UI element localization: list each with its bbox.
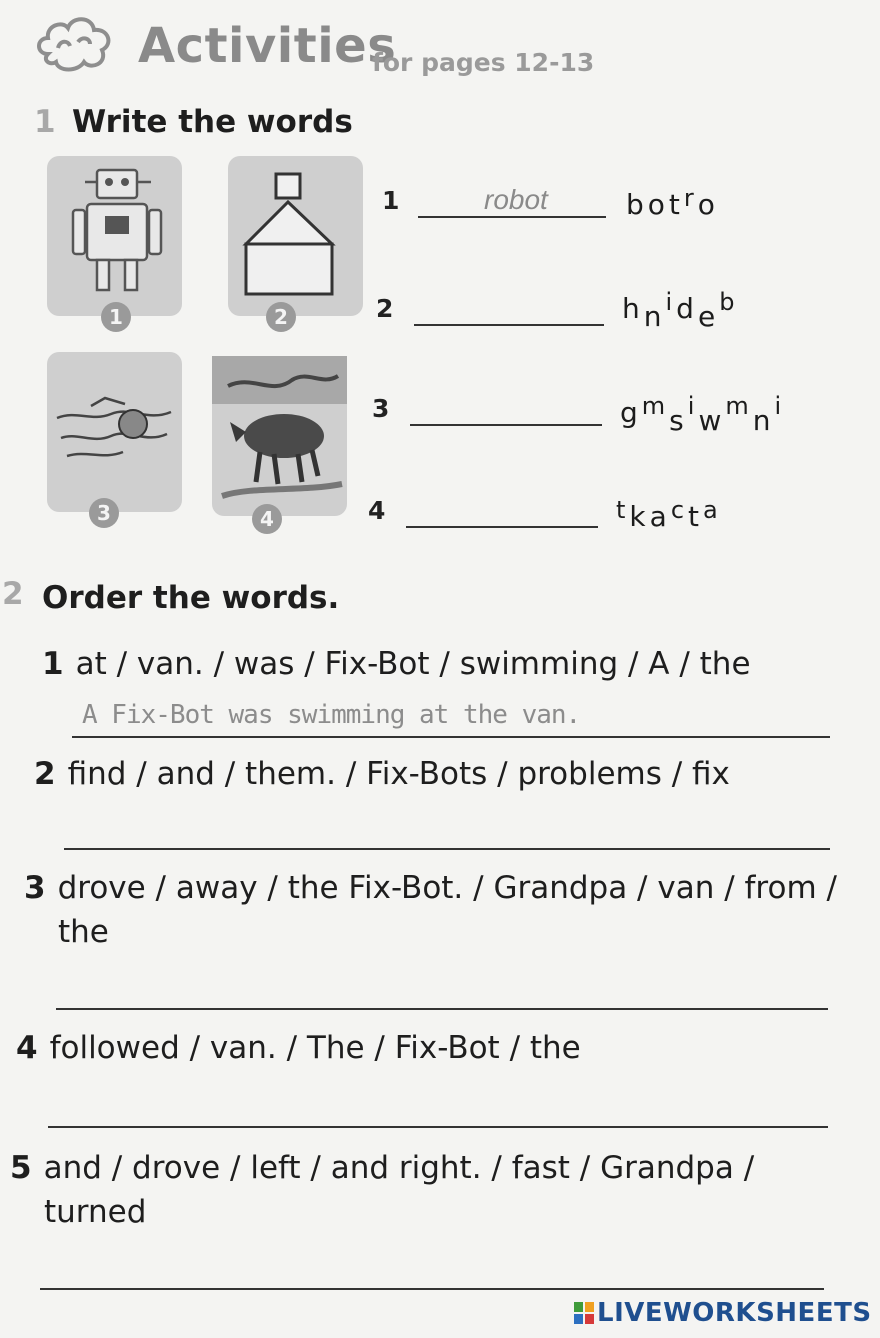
ex2-item-continuation: the [58,914,109,950]
ex1-answer-line[interactable] [410,424,602,426]
section-1-number: 1 [34,104,56,140]
picture-tile-robot [47,156,182,329]
liveworksheets-icon [574,1302,594,1324]
page-subtitle: for pages 12-13 [372,48,595,77]
ex2-item: 3 drove / away / the Fix-Bot. / Grandpa / van / from / [24,870,837,906]
ex2-answer-line[interactable] [40,1288,824,1290]
page-title: Activities [138,18,397,74]
ex2-answer-line[interactable] [64,848,830,850]
ex1-scrambled-letters: h n i d e b [622,288,735,333]
house-icon [228,156,363,316]
ex2-item: 1 at / van. / was / Fix-Bot / swimming / A / the [42,646,751,682]
cloud-icon [34,10,118,76]
picture-tile-swimmer [47,352,182,525]
ex1-scrambled-letters: b o t r o [626,184,715,221]
ex1-item-number: 1 [382,186,400,215]
ex1-item-number: 3 [372,394,390,423]
section-2-title: Order the words. [42,580,340,616]
section-2-number: 2 [2,576,24,612]
picture-badge: 2 [266,302,296,332]
ex1-scrambled-letters: t k a c t a [616,496,718,533]
ex1-item-number: 2 [376,294,394,323]
liveworksheets-logo: LIVEWORKSHEETS [574,1298,872,1328]
ex2-answer-line[interactable] [56,1008,828,1010]
ex1-answer[interactable]: robot [484,184,548,215]
ex2-item: 4 followed / van. / The / Fix-Bot / the [16,1030,581,1066]
bull-attack-icon [212,356,347,516]
ex2-answer-line [72,736,830,738]
picture-badge: 4 [252,504,282,534]
picture-tile-house [228,156,363,329]
section-1-title: Write the words [72,104,353,140]
ex1-item-number: 4 [368,496,386,525]
picture-badge: 1 [101,302,131,332]
ex2-answer-line[interactable] [48,1126,828,1128]
ex1-answer-line[interactable] [406,526,598,528]
ex1-answer-line [418,216,606,218]
ex2-item: 5 and / drove / left / and right. / fast / Grandpa / [10,1150,755,1186]
ex2-item: 2 find / and / them. / Fix-Bots / problems / fix [34,756,730,792]
swimmer-icon [47,352,182,512]
ex2-answer[interactable]: A Fix-Bot was swimming at the van. [82,700,581,730]
ex1-answer-line[interactable] [414,324,604,326]
ex2-item-continuation: turned [44,1194,147,1230]
picture-tile-bull [212,356,347,531]
robot-icon [47,156,182,316]
picture-badge: 3 [89,498,119,528]
ex1-scrambled-letters: g m s i w m n i [620,392,782,437]
